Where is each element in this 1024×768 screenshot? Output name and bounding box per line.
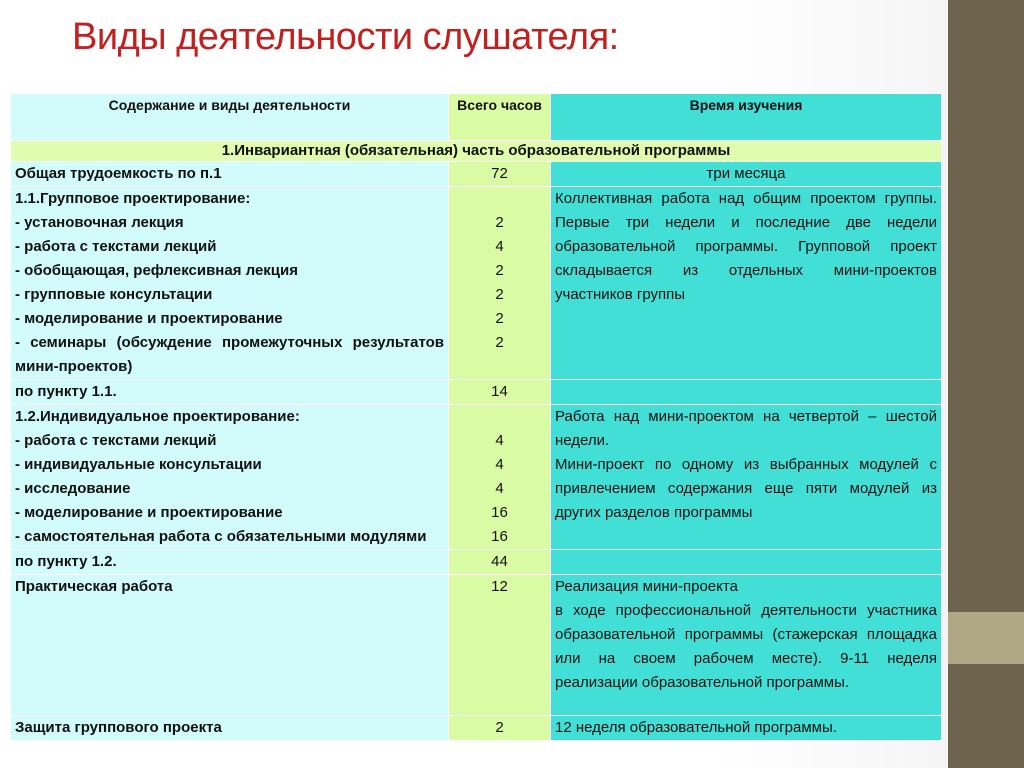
individual-activities <box>11 405 449 550</box>
group-hours <box>449 187 551 380</box>
hours-value: 2 <box>495 214 504 231</box>
section-label: 1.Инвариантная (обязательная) часть образовательной программы <box>11 141 942 162</box>
table-row <box>11 405 942 550</box>
subtotal-1-time <box>551 380 942 405</box>
hours-value: 2 <box>495 262 504 279</box>
subtotal-2-hours: 44 <box>449 550 551 575</box>
individual-item: - моделирование и проектирование <box>15 504 283 521</box>
total-label: Общая трудоемкость по п.1 <box>11 162 449 187</box>
table-row <box>11 716 942 741</box>
hours-value: 2 <box>495 334 504 351</box>
table-row <box>11 575 942 716</box>
header-time: Время изучения <box>551 94 942 141</box>
subtotal-1-label: по пункту 1.1. <box>11 380 449 405</box>
total-time: три месяца <box>551 162 942 187</box>
hours-value: 4 <box>495 432 504 449</box>
group-item: - установочная лекция <box>15 214 184 231</box>
page-title: Виды деятельности слушателя: <box>72 16 619 58</box>
defense-label: Защита группового проекта <box>11 716 449 741</box>
subtotal-2-label: по пункту 1.2. <box>11 550 449 575</box>
individual-item: - работа с текстами лекций <box>15 432 217 449</box>
practice-hours: 12 <box>449 575 551 716</box>
table-row <box>11 187 942 380</box>
group-activities <box>11 187 449 380</box>
subtotal-2-time <box>551 550 942 575</box>
hours-value: 4 <box>495 456 504 473</box>
activities-table <box>10 93 942 741</box>
total-hours: 72 <box>449 162 551 187</box>
sidebar-accent <box>948 612 1024 664</box>
table-row <box>11 550 942 575</box>
individual-item: - самостоятельная работа с обязательными модулями <box>15 528 427 545</box>
defense-hours: 2 <box>449 716 551 741</box>
hours-value: 2 <box>495 310 504 327</box>
hours-value: 4 <box>495 480 504 497</box>
section-row <box>11 141 942 162</box>
defense-time: 12 неделя образовательной программы. <box>551 716 942 741</box>
individual-item: - исследование <box>15 480 131 497</box>
practice-time <box>551 575 942 716</box>
practice-time-1: Реализация мини-проекта <box>555 578 738 595</box>
individual-time <box>551 405 942 550</box>
group-time: Коллективная работа над общим проектом группы. Первые три недели и последние две недели образовательной программы. Групповой проект складывается из отдельных мини-проектов участников группы <box>551 187 942 380</box>
practice-time-2: в ходе профессиональной деятельности участника образовательной программы (стажерская площадка или на своем рабочем месте). 9-11 неделя реализации образовательной программы. <box>555 602 937 691</box>
individual-heading: 1.2.Индивидуальное проектирование: <box>15 408 300 425</box>
hours-value: 16 <box>491 528 508 545</box>
individual-time-2: Мини-проект по одному из выбранных модулей с привлечением содержания еще пяти модулей из других разделов программы <box>555 456 937 521</box>
hours-value: 2 <box>495 286 504 303</box>
group-item: - работа с текстами лекций <box>15 238 217 255</box>
group-item: - моделирование и проектирование <box>15 310 283 327</box>
header-row <box>11 94 942 141</box>
table-row <box>11 380 942 405</box>
hours-value: 16 <box>491 504 508 521</box>
individual-time-1: Работа над мини-проектом на четвертой – шестой недели. <box>555 408 937 449</box>
group-item: - групповые консультации <box>15 286 213 303</box>
group-item: - обобщающая, рефлексивная лекция <box>15 262 299 279</box>
individual-item: - индивидуальные консультации <box>15 456 262 473</box>
group-item: - семинары (обсуждение промежуточных результатов мини-проектов) <box>15 334 444 375</box>
group-heading: 1.1.Групповое проектирование: <box>15 190 251 207</box>
table-row <box>11 162 942 187</box>
hours-value: 4 <box>495 238 504 255</box>
header-hours: Всего часов <box>449 94 551 141</box>
practice-label: Практическая работа <box>11 575 449 716</box>
subtotal-1-hours: 14 <box>449 380 551 405</box>
header-activity: Содержание и виды деятельности <box>11 94 449 141</box>
individual-hours <box>449 405 551 550</box>
